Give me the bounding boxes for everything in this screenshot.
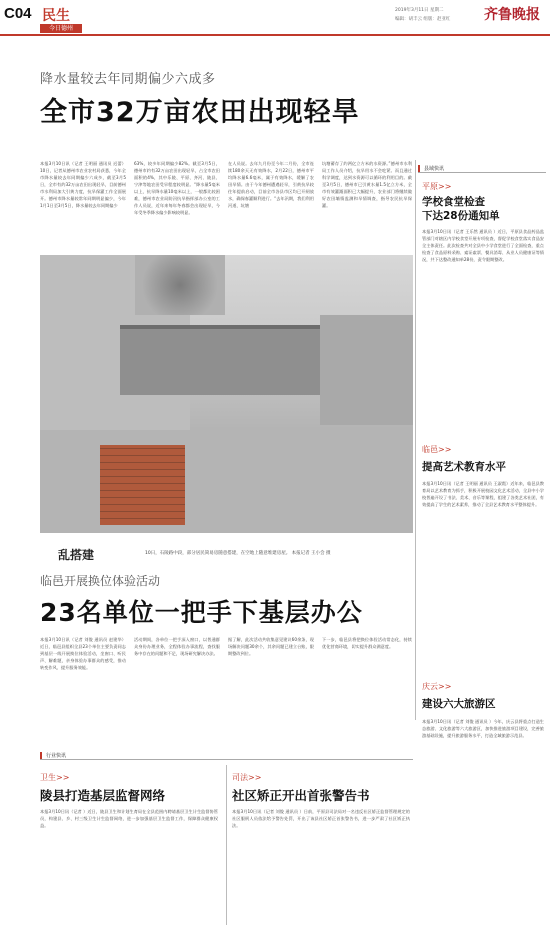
sidebar-item-place: 平原>> [422, 182, 452, 191]
second-headline: 23名单位一把手下基层办公 [40, 598, 363, 627]
photo-caption: 10日，石陵路中段，部分居民简易房随意搭建，在空地上随意堆建房屋。 本报记者 王小会 摄 [145, 551, 331, 556]
header-divider [0, 34, 550, 36]
industry-item-place: 卫生>> [40, 773, 70, 782]
main-kicker: 降水量较去年同期偏少六成多 [40, 72, 216, 87]
sidebar-rule [418, 172, 546, 173]
page-code: C04 [4, 5, 32, 22]
sidebar-item-title: 学校食堂检查 下达28份通知单 [422, 196, 500, 222]
second-kicker: 临邑开展换位体验活动 [40, 574, 161, 588]
sub-section-tab: 今日德州 [40, 24, 82, 33]
industry-item-title: 社区矫正开出首张警告书 [232, 788, 370, 803]
sidebar-item-body: 本报3月10日讯（记者 刘俊 通讯员 ）今年，庆云县将重点打造生态旅游、文化旅游等六大旅游区，加快推进旅游项目建设，完善旅游基础设施，提升旅游服务水平，打造全域旅游示范县。 [422, 719, 544, 738]
second-body-col1: 本报3月10日讯（记者 刘俊 通讯员 赵建华）近日，临邑县组织全县23个单位主要负责同志到基层一线开展换位体验活动，坐窗口、听民声、解难题，亲身体验办事群众的感受，推动转变作风、提升服务效能。 [40, 637, 126, 670]
photo-title: 乱搭建 [58, 548, 95, 562]
news-photo [40, 255, 413, 533]
column-divider [415, 160, 416, 720]
second-body-col2: 活动期间，各单位一把手深入窗口，以普通群众身份办理业务，全程体验办事流程，查找服务中存在的问题和不足，现场研究解决办法。 [134, 637, 220, 656]
industry-item-place: 司法>> [232, 773, 262, 782]
column-divider [226, 765, 227, 925]
industry-rule [40, 759, 413, 760]
main-body-col1: 本报3月10日讯（记者 王明丽 通讯员 迟蕾）10日，记者从德州市农业农村局获悉，今年全市降水量较去年同期偏少六成多，截至3月5日，全市有约32万亩农田出现轻旱，目前德州市水利局加大引黄力度，抗旱保灌工作全面展开。德州市降水量较常年同期明显偏少，今年1月1日至3月5日，降水量较去年同期偏少 [40, 161, 126, 208]
sidebar-item-title: 提高艺术教育水平 [422, 461, 506, 473]
sidebar-item-title: 建设六大旅游区 [422, 698, 496, 710]
industry-item-title: 陵县打造基层监督网络 [40, 788, 166, 803]
sidebar-item-place: 临邑>> [422, 445, 452, 454]
second-body-col4: 下一步，临邑县将把换位体验活动常态化，持续优化营商环境，切实提升群众满意度。 [322, 637, 412, 649]
main-headline: 全市32万亩农田出现轻旱 [40, 97, 360, 128]
newspaper-logo: 齐鲁晚报 [484, 7, 540, 23]
main-body-col3: 在人员说。去年九月份至今年二月份，全市连续180余天无有效降水，2月22日，德州市平均降水量6.6毫米，属于有效降水，缓解了农田旱情。由于今年德州遭遇轻旱，引黄抗旱较往年提前启动，目前全市各县市区均已开闸放水，确保春灌顺利进行。“去年汛期，我们利用河道、坑塘 [228, 161, 314, 208]
industry-label: 行业快讯 [40, 752, 66, 759]
second-body-col3: 据了解，此次活动共收集意见建议60余条，现场解决问题30余个，其余问题已建立台账，限期整改到位。 [228, 637, 314, 656]
sidebar-item-body: 本报3月10日讯（记者 王明丽 通讯员 王淑霞）近年来，临邑县教育局以艺术教育为抓手，积极开展校园文化艺术活动，全县中小学校普遍开设了书法、美术、音乐等课程，组建了各类艺术社团，有效提高了学生的艺术素养，推动了全县艺术教育水平整体提升。 [422, 481, 544, 507]
editor-credit: 编辑：胡丰云 组版：赵亚红 [395, 17, 451, 22]
main-body-col4: 坑塘蓄存了约两亿立方米的水资源。”德州市水利局工作人员介绍，抗旱用水不会吃紧。而且通过科学调度，达到水资源可以循环的利用目的。截至3月5日，德州市已引黄水量1.5亿立方米，全市有效灌溉面积已大幅提升，农业部门将继续做好农田墒情监测和旱情调查，指导农民抗旱保灌。 [322, 161, 412, 208]
industry-item-body: 本报3月10日讯（记者 刘俊 通讯员 ）日前，平原县司法局对一名违反社区矫正监督管理规定的社区服刑人员依法给予警告处罚，开出了该县社区矫正首张警告书，进一步严肃了社区矫正执法。 [232, 809, 410, 828]
industry-item-body: 本报3月10日讯（记者 ）近日，陵县卫生和计划生育局在全县范围内聘请基层卫生计生监督协管员，构建县、乡、村三级卫生计生监督网络，进一步加强基层卫生监督工作，保障群众健康权益。 [40, 809, 218, 828]
sidebar-item-place: 庆云>> [422, 682, 452, 691]
sidebar-label: 县域快讯 [418, 165, 444, 172]
sidebar-item-body: 本报3月10日讯（记者 王乐然 通讯员 ）近日，平原县食品药品监管部门对辖区内学校食堂开展专项检查，督促学校食堂落实食品安全主体责任。此次检查共对全县中小学食堂进行了全面检查，重点检查了食品原料采购、索证索票、餐具消毒、从业人员健康证等情况，共下达整改通知单28份，责令限期整改。 [422, 229, 544, 262]
main-body-col2: 63%，较多年同期偏少82%。截至3月5日，德州市约有32万亩农田出现轻旱，占全市农田面积的4%，其中乐陵、平原、齐河、陵县、宁津等地农田受旱程度较明显。“降水量5毫米以上，抗旱降水量10毫米以上，一般都比较困难，德州市农业局防汛抗旱指挥部办公室的工作人员说，近年来每年冬春都会出现轻旱，今年受冬季降水偏少影响较明显。 [134, 161, 220, 215]
issue-date: 2019年3月11日 星期二 [395, 8, 444, 13]
section-title: 民生 [42, 8, 70, 24]
